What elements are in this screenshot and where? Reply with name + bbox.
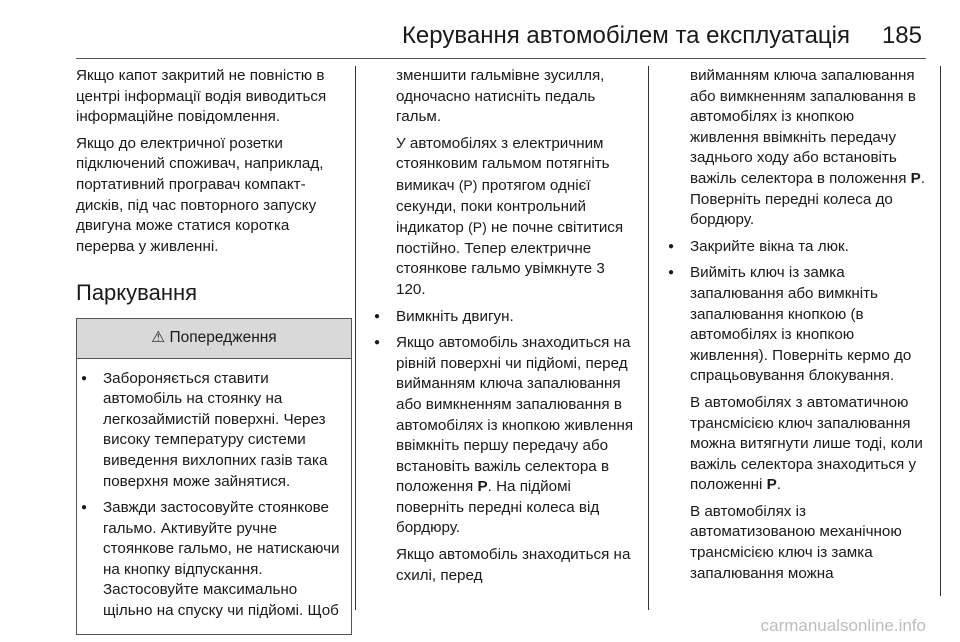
hood-paragraph: Якщо капот закритий не повністю в центрі інформації водія виводиться інформаційне повідомлення. xyxy=(76,67,327,126)
warning-bullet-flammable: ● Забороняється ставити автомобіль на стоянку на легкозаймистій поверхні. Через високу температуру системи виведення вихлопних газів така поверхня може зайнятися. xyxy=(77,369,343,493)
header-divider xyxy=(76,58,926,59)
watermark: carmanualsonline.info xyxy=(760,616,926,635)
socket-paragraph: Якщо до електричної розетки підключений споживач, наприклад, портативний програвач компакт-дисків, під час повторного запуску двигуна може статися коротка перерва у живленні. xyxy=(76,134,324,255)
page-reference: 120. xyxy=(396,280,426,298)
column-3 xyxy=(664,66,926,590)
chapter-title: Керування автомобілем та експлуатація xyxy=(401,22,850,49)
slope-paragraph: Якщо автомобіль знаходиться на схилі, перед xyxy=(396,546,631,584)
parking-brake-switch-icon: (P) xyxy=(458,176,478,193)
column-divider-2 xyxy=(648,66,649,610)
slope-continuation: вийманням ключа запалювання або вимкненням запалювання в автомобілях із кнопкою живлення ввімкніть передачу заднього ходу або встановіть важіль селектора в положення P. Поверніть передні колеса до бордюру. xyxy=(690,67,926,229)
bullet-remove-key: ● Вийміть ключ із замка запалювання або вимкніть запалювання кнопкою (в автомобілях із кнопкою живлення). Поверніть кермо до спрацьовування блокування. xyxy=(664,263,926,387)
warning-bullet-parking-brake: ● Завжди застосовуйте стоянкове гальмо. Активуйте ручне стоянкове гальмо, не натискаючи на кнопку відпускання. Застосовуйте максимально щільно на спуску чи підйомі. Щоб xyxy=(77,498,343,622)
page-reference-icon: 3 xyxy=(596,260,605,278)
parking-brake-indicator-icon: (P) xyxy=(468,219,487,236)
epb-paragraph: У автомобілях з електричним стоянковим гальмом потягніть вимикач (P) протягом однієї секунди, поки контрольний індикатор (P) не почне світитися постійно. Тепер електричне стоянкове гальмо увімкнуте 3 120. xyxy=(396,134,624,298)
bullet-level-surface: ● Якщо автомобіль знаходиться на рівній поверхні чи підйомі, перед вийманням ключа запалювання або вимкненням запалювання в автомобілях із кнопкою живлення ввімкніть першу передачу або встановіть важіль селектора в положення P. На підйомі поверніть передні колеса від бордюру. xyxy=(370,333,638,539)
column-divider-1 xyxy=(355,66,356,610)
brake-continuation: зменшити гальмівне зусилля, одночасно натисніть педаль гальм. xyxy=(396,67,605,126)
warning-header xyxy=(77,319,351,359)
column-divider-3 xyxy=(940,66,941,596)
page-header xyxy=(0,0,960,60)
warning-box xyxy=(76,318,352,635)
page-number: 185 xyxy=(881,22,922,49)
warning-body xyxy=(77,359,351,634)
section-title-parking: Паркування xyxy=(76,280,198,306)
column-1 xyxy=(76,66,344,635)
automatic-transmission-paragraph: В автомобілях з автоматичною трансмісією ключ запалювання можна витягнути лише тоді, коли важіль селектора знаходиться у положенні P. xyxy=(690,393,923,494)
warning-triangle-icon: ⚠ xyxy=(151,328,166,346)
bullet-close-windows: ● Закрийте вікна та люк. xyxy=(664,237,926,258)
column-2 xyxy=(370,66,638,592)
bullet-engine-off: ● Вимкніть двигун. xyxy=(370,307,638,328)
warning-label: Попередження xyxy=(169,328,277,346)
automated-manual-paragraph: В автомобілях із автоматизованою механічною трансмісією ключ із замка запалювання можна xyxy=(690,502,902,582)
